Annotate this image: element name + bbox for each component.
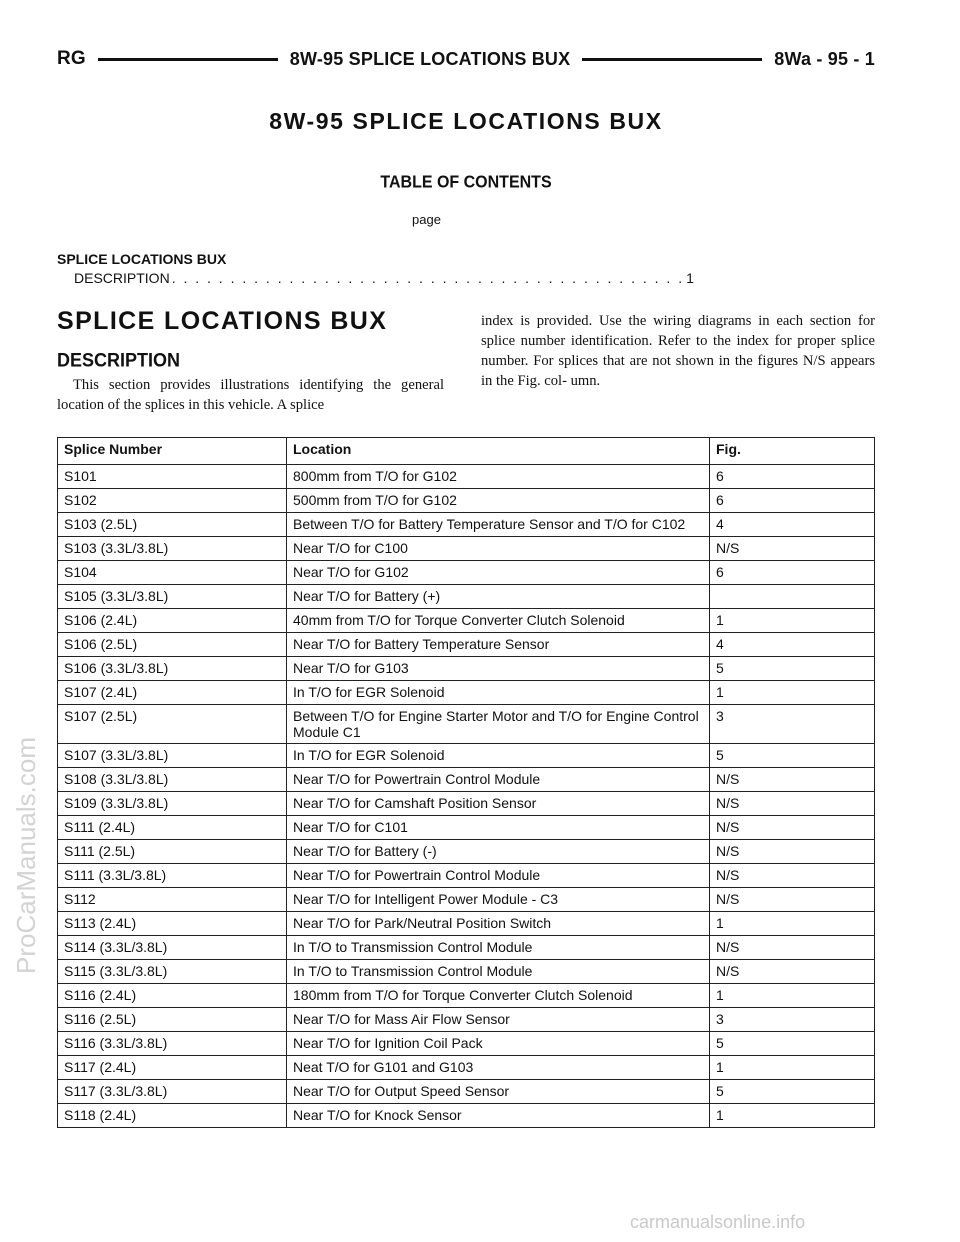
header-center-title: 8W-95 SPLICE LOCATIONS BUX [289,48,571,69]
cell-splice-number: S103 (3.3L/3.8L) [58,537,287,561]
table-row [58,840,875,864]
cell-fig: 5 [710,744,875,768]
table-row [58,816,875,840]
cell-fig: 5 [710,1080,875,1104]
cell-fig: 6 [710,489,875,513]
table-row [58,960,875,984]
cell-fig [710,585,875,609]
description-text-right: index is provided. Use the wiring diagrams in each section for splice number identification. Refer to the index for proper splice number. For splices that are not shown in the figures N/S appears in the Fig. col- umn. [481,313,875,389]
cell-location: Near T/O for Battery (-) [287,840,710,864]
table-row [58,888,875,912]
table-row [58,513,875,537]
cell-fig: 4 [710,633,875,657]
table-row [58,465,875,489]
cell-location: In T/O to Transmission Control Module [287,960,710,984]
toc-entry[interactable] [74,270,694,286]
cell-splice-number: S111 (3.3L/3.8L) [58,864,287,888]
cell-splice-number: S113 (2.4L) [58,912,287,936]
cell-location: In T/O for EGR Solenoid [287,681,710,705]
cell-location: Near T/O for C101 [287,816,710,840]
header-rule-right [582,58,762,61]
table-row [58,489,875,513]
toc-leader-dots: . . . . . . . . . . . . . . . . . . . . . . . . . . . . . . . . . . . . . . . . . . . . [171,270,685,286]
toc-entry-label: DESCRIPTION [74,270,170,286]
cell-splice-number: S116 (2.4L) [58,984,287,1008]
cell-fig: N/S [710,936,875,960]
cell-location: Near T/O for Powertrain Control Module [287,864,710,888]
cell-fig: N/S [710,864,875,888]
header-page-number: 8Wa - 95 - 1 [774,48,876,69]
table-row [58,585,875,609]
cell-location: In T/O to Transmission Control Module [287,936,710,960]
cell-splice-number: S115 (3.3L/3.8L) [58,960,287,984]
table-row [58,657,875,681]
cell-fig: 6 [710,465,875,489]
table-row [58,1032,875,1056]
cell-splice-number: S116 (2.5L) [58,1008,287,1032]
table-row [58,744,875,768]
cell-splice-number: S101 [58,465,287,489]
cell-location: Near T/O for Battery Temperature Sensor [287,633,710,657]
cell-fig: 3 [710,1008,875,1032]
header-fig: Fig. [710,438,875,465]
cell-fig: 3 [710,705,875,744]
splice-table [57,437,875,1128]
table-row [58,705,875,744]
table-header-row [58,438,875,465]
description-heading: DESCRIPTION [57,349,181,371]
cell-location: Between T/O for Battery Temperature Sensor and T/O for C102 [287,513,710,537]
cell-location: Near T/O for Powertrain Control Module [287,768,710,792]
header-splice-number: Splice Number [58,438,287,465]
cell-splice-number: S117 (3.3L/3.8L) [58,1080,287,1104]
header-location: Location [287,438,710,465]
cell-location: Near T/O for Output Speed Sensor [287,1080,710,1104]
table-row [58,936,875,960]
cell-fig: 5 [710,1032,875,1056]
table-row [58,864,875,888]
cell-fig: N/S [710,537,875,561]
cell-splice-number: S107 (2.5L) [58,705,287,744]
cell-location: Between T/O for Engine Starter Motor and T/O for Engine Control Module C1 [287,705,710,744]
cell-location: Near T/O for Knock Sensor [287,1104,710,1128]
cell-fig: N/S [710,768,875,792]
cell-splice-number: S102 [58,489,287,513]
cell-splice-number: S106 (3.3L/3.8L) [58,657,287,681]
table-row [58,792,875,816]
table-row [58,1104,875,1128]
cell-splice-number: S106 (2.4L) [58,609,287,633]
header-rule-left [98,58,278,61]
toc-page-label: page [412,212,441,227]
cell-location: Neat T/O for G101 and G103 [287,1056,710,1080]
page-header [57,44,875,74]
table-row [58,984,875,1008]
side-watermark-text: ProCarManuals.com [10,736,41,974]
cell-splice-number: S105 (3.3L/3.8L) [58,585,287,609]
table-body [58,465,875,1128]
table-row [58,1008,875,1032]
cell-splice-number: S111 (2.5L) [58,840,287,864]
cell-splice-number: S109 (3.3L/3.8L) [58,792,287,816]
cell-location: Near T/O for Battery (+) [287,585,710,609]
cell-location: 40mm from T/O for Torque Converter Clutch Solenoid [287,609,710,633]
cell-fig: 5 [710,657,875,681]
cell-location: Near T/O for Camshaft Position Sensor [287,792,710,816]
cell-fig: 1 [710,1104,875,1128]
cell-location: Near T/O for Mass Air Flow Sensor [287,1008,710,1032]
cell-splice-number: S106 (2.5L) [58,633,287,657]
toc-section: SPLICE LOCATIONS BUX [57,251,227,267]
section-title: SPLICE LOCATIONS BUX [57,307,388,335]
cell-location: Near T/O for G102 [287,561,710,585]
table-row [58,537,875,561]
cell-splice-number: S103 (2.5L) [58,513,287,537]
cell-fig: 1 [710,609,875,633]
cell-splice-number: S108 (3.3L/3.8L) [58,768,287,792]
table-row [58,912,875,936]
cell-location: 500mm from T/O for G102 [287,489,710,513]
main-title: 8W-95 SPLICE LOCATIONS BUX [269,108,663,134]
cell-fig: 1 [710,681,875,705]
cell-splice-number: S107 (2.4L) [58,681,287,705]
cell-location: 180mm from T/O for Torque Converter Clutch Solenoid [287,984,710,1008]
table-row [58,1080,875,1104]
table-row [58,768,875,792]
cell-splice-number: S118 (2.4L) [58,1104,287,1128]
cell-location: Near T/O for Intelligent Power Module - C3 [287,888,710,912]
toc-title: TABLE OF CONTENTS [380,173,552,192]
cell-splice-number: S111 (2.4L) [58,816,287,840]
cell-fig: N/S [710,792,875,816]
table-row [58,633,875,657]
table-row [58,681,875,705]
cell-splice-number: S104 [58,561,287,585]
cell-fig: 6 [710,561,875,585]
cell-location: Near T/O for C100 [287,537,710,561]
cell-fig: N/S [710,840,875,864]
cell-splice-number: S107 (3.3L/3.8L) [58,744,287,768]
table-row [58,1056,875,1080]
cell-location: Near T/O for Park/Neutral Position Switch [287,912,710,936]
cell-fig: 4 [710,513,875,537]
cell-fig: N/S [710,816,875,840]
description-text-left: This section provides illustrations identifying the general location of the splices in this vehicle. A splice [57,377,444,413]
table-row [58,609,875,633]
cell-splice-number: S112 [58,888,287,912]
bottom-watermark: carmanualsonline.info [630,1212,806,1232]
cell-location: Near T/O for G103 [287,657,710,681]
cell-fig: N/S [710,960,875,984]
cell-fig: 1 [710,984,875,1008]
cell-fig: 1 [710,1056,875,1080]
cell-fig: 1 [710,912,875,936]
cell-location: 800mm from T/O for G102 [287,465,710,489]
cell-splice-number: S116 (3.3L/3.8L) [58,1032,287,1056]
table-row [58,561,875,585]
toc-entry-page: 1 [686,270,694,286]
cell-splice-number: S114 (3.3L/3.8L) [58,936,287,960]
cell-fig: N/S [710,888,875,912]
header-left-label: RG [57,48,86,69]
cell-splice-number: S117 (2.4L) [58,1056,287,1080]
side-watermark [12,530,40,1180]
cell-location: Near T/O for Ignition Coil Pack [287,1032,710,1056]
cell-location: In T/O for EGR Solenoid [287,744,710,768]
